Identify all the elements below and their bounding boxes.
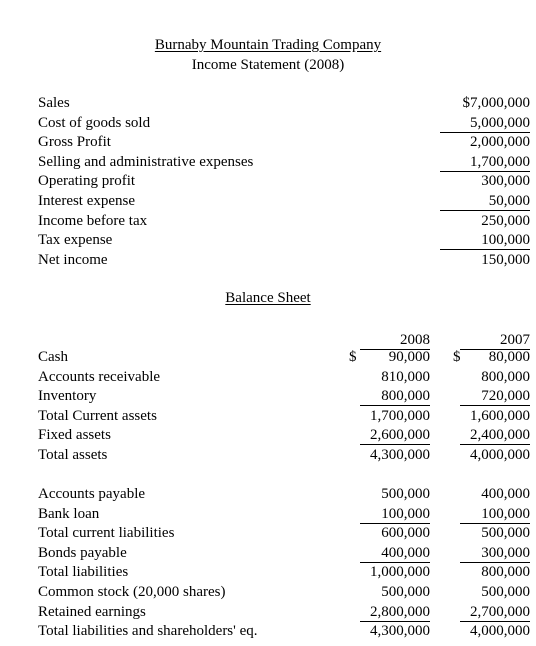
balance-row-label: Total current liabilities <box>38 525 175 542</box>
income-row-label: Net income <box>38 251 108 268</box>
balance-value-2007: 800,000 <box>481 368 530 385</box>
balance-row <box>0 505 536 525</box>
balance-row-label: Total Current assets <box>38 407 157 424</box>
income-row-label: Sales <box>38 95 70 111</box>
income-row-label: Operating profit <box>38 173 136 190</box>
company-name: Burnaby Mountain Trading Company <box>154 37 382 53</box>
balance-row-label: Bonds payable <box>38 544 127 561</box>
balance-value-2007: 100,000 <box>460 505 530 524</box>
balance-value-2007: 500,000 <box>481 525 530 542</box>
currency-symbol-2008: $ <box>349 349 357 365</box>
balance-row-label: Retained earnings <box>38 603 146 620</box>
income-row <box>0 192 536 212</box>
balance-row <box>0 622 536 642</box>
balance-row-label: Total liabilities and shareholders' eq. <box>38 623 258 640</box>
income-row-value: 150,000 <box>481 251 530 268</box>
balance-value-2007: 400,000 <box>481 486 530 502</box>
income-row-value: 1,700,000 <box>440 153 530 172</box>
balance-value-2007: 2,700,000 <box>460 603 530 622</box>
balance-row <box>0 407 536 427</box>
income-row <box>0 94 536 114</box>
balance-value-2007: 4,000,000 <box>470 447 530 463</box>
income-row <box>0 153 536 173</box>
income-row <box>0 231 536 251</box>
income-row-value: 100,000 <box>440 231 530 250</box>
balance-row <box>0 485 536 505</box>
balance-row-label: Common stock (20,000 shares) <box>38 584 226 600</box>
balance-value-2008: 810,000 <box>381 368 430 385</box>
currency-symbol-2007: $ <box>453 349 461 365</box>
balance-row <box>0 348 536 368</box>
balance-row <box>0 563 536 583</box>
balance-row <box>0 544 536 564</box>
income-row <box>0 251 536 271</box>
balance-value-2007: 300,000 <box>460 544 530 563</box>
income-row <box>0 114 536 134</box>
balance-value-2007: 4,000,000 <box>470 623 530 640</box>
balance-value-2008: 800,000 <box>360 387 430 406</box>
income-statement-title: Income Statement (2008) <box>191 57 345 73</box>
balance-row-label: Inventory <box>38 388 97 405</box>
balance-value-2008: 500,000 <box>381 486 430 502</box>
income-row-label: Cost of goods sold <box>38 114 151 131</box>
balance-row-label: Bank loan <box>38 505 100 522</box>
balance-value-2007: 800,000 <box>481 564 530 581</box>
balance-row <box>0 368 536 388</box>
balance-row <box>0 603 536 623</box>
balance-sheet-title: Balance Sheet <box>225 290 311 306</box>
balance-value-2008: 90,000 <box>388 349 430 365</box>
balance-value-2007: 1,600,000 <box>470 407 530 424</box>
balance-row <box>0 387 536 407</box>
income-row-value: $7,000,000 <box>462 95 530 111</box>
balance-row-label: Accounts payable <box>38 486 146 502</box>
income-row-value: 2,000,000 <box>470 134 530 151</box>
balance-row-label: Total liabilities <box>38 564 129 581</box>
balance-value-2007: 2,400,000 <box>460 426 530 445</box>
balance-value-2007: 80,000 <box>488 349 530 365</box>
income-row-value: 300,000 <box>481 173 530 190</box>
balance-row <box>0 426 536 446</box>
balance-row <box>0 524 536 544</box>
income-row-value: 5,000,000 <box>440 114 530 133</box>
balance-value-2008: 100,000 <box>360 505 430 524</box>
balance-value-2008: 2,800,000 <box>360 603 430 622</box>
income-row-label: Gross Profit <box>38 134 111 151</box>
balance-row <box>0 583 536 603</box>
balance-sheet-year-2007: 2007 <box>460 331 530 350</box>
balance-value-2008: 4,300,000 <box>370 447 430 463</box>
income-row <box>0 172 536 192</box>
income-row-label: Selling and administrative expenses <box>38 153 254 170</box>
income-row-label: Tax expense <box>38 232 113 249</box>
income-row <box>0 212 536 232</box>
income-row <box>0 133 536 153</box>
balance-value-2008: 400,000 <box>360 544 430 563</box>
income-row-value: 50,000 <box>440 192 530 211</box>
balance-value-2008: 4,300,000 <box>370 623 430 640</box>
balance-value-2008: 1,700,000 <box>370 407 430 424</box>
balance-sheet-year-2008: 2008 <box>360 331 430 350</box>
balance-value-2008: 600,000 <box>381 525 430 542</box>
balance-row-label: Fixed assets <box>38 427 111 444</box>
income-row-value: 250,000 <box>481 212 530 229</box>
income-row-label: Income before tax <box>38 212 148 229</box>
balance-value-2008: 500,000 <box>381 584 430 600</box>
balance-value-2008: 2,600,000 <box>360 426 430 445</box>
balance-row-label: Total assets <box>38 447 108 463</box>
balance-row-label: Cash <box>38 349 68 365</box>
balance-value-2007: 720,000 <box>460 387 530 406</box>
balance-value-2008: 1,000,000 <box>370 564 430 581</box>
balance-value-2007: 500,000 <box>481 584 530 600</box>
income-row-label: Interest expense <box>38 193 136 209</box>
balance-row <box>0 446 536 466</box>
balance-row-label: Accounts receivable <box>38 368 161 385</box>
